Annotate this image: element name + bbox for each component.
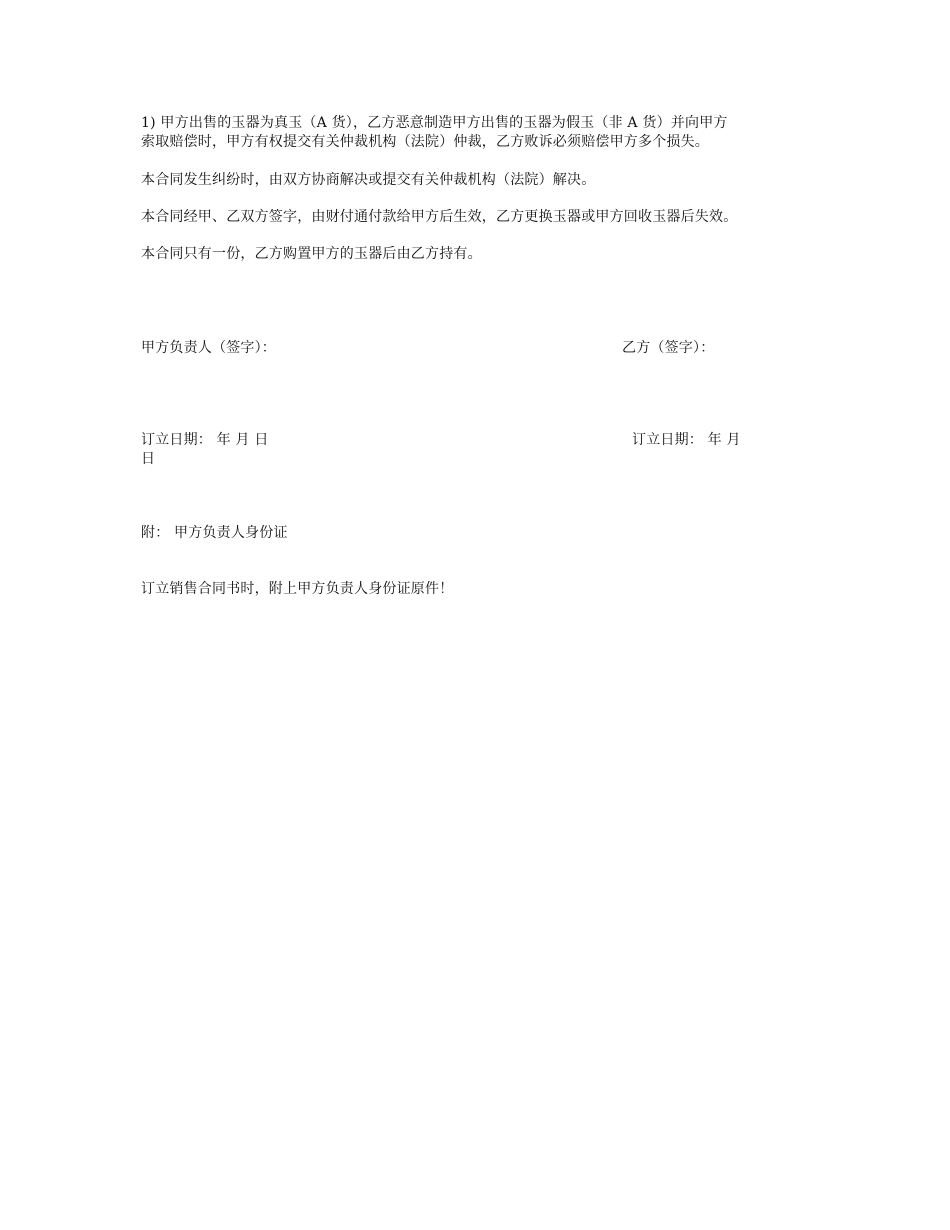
party-b-signature-label: 乙方（签字）： <box>622 340 715 356</box>
party-b-date-line-2: 日 <box>141 451 156 467</box>
copies-clause: 本合同只有一份，乙方购置甲方的玉器后由乙方持有。 <box>141 246 482 262</box>
attachment-note: 订立销售合同书时，附上甲方负责人身份证原件！ <box>141 581 454 597</box>
party-b-date-line-1: 订立日期： 年 月 <box>632 432 741 448</box>
clause-1-line-2: 索取赔偿时，甲方有权提交有关仲裁机构（法院）仲裁，乙方败诉必须赔偿甲方多个损失。 <box>141 134 709 150</box>
attachment-label: 附： 甲方负责人身份证 <box>141 525 288 541</box>
party-a-signature-label: 甲方负责人（签字）： <box>141 340 276 356</box>
dispute-clause: 本合同发生纠纷时，由双方协商解决或提交有关仲裁机构（法院）解决。 <box>141 172 596 188</box>
effect-clause: 本合同经甲、乙双方签字，由财付通付款给甲方后生效，乙方更换玉器或甲方回收玉器后失效。 <box>141 209 738 225</box>
party-a-date: 订立日期： 年 月 日 <box>141 432 269 448</box>
clause-1-line-1: 1) 甲方出售的玉器为真玉（A 货），乙方恶意制造甲方出售的玉器为假玉（非 A 货）并向甲方 <box>141 115 728 131</box>
